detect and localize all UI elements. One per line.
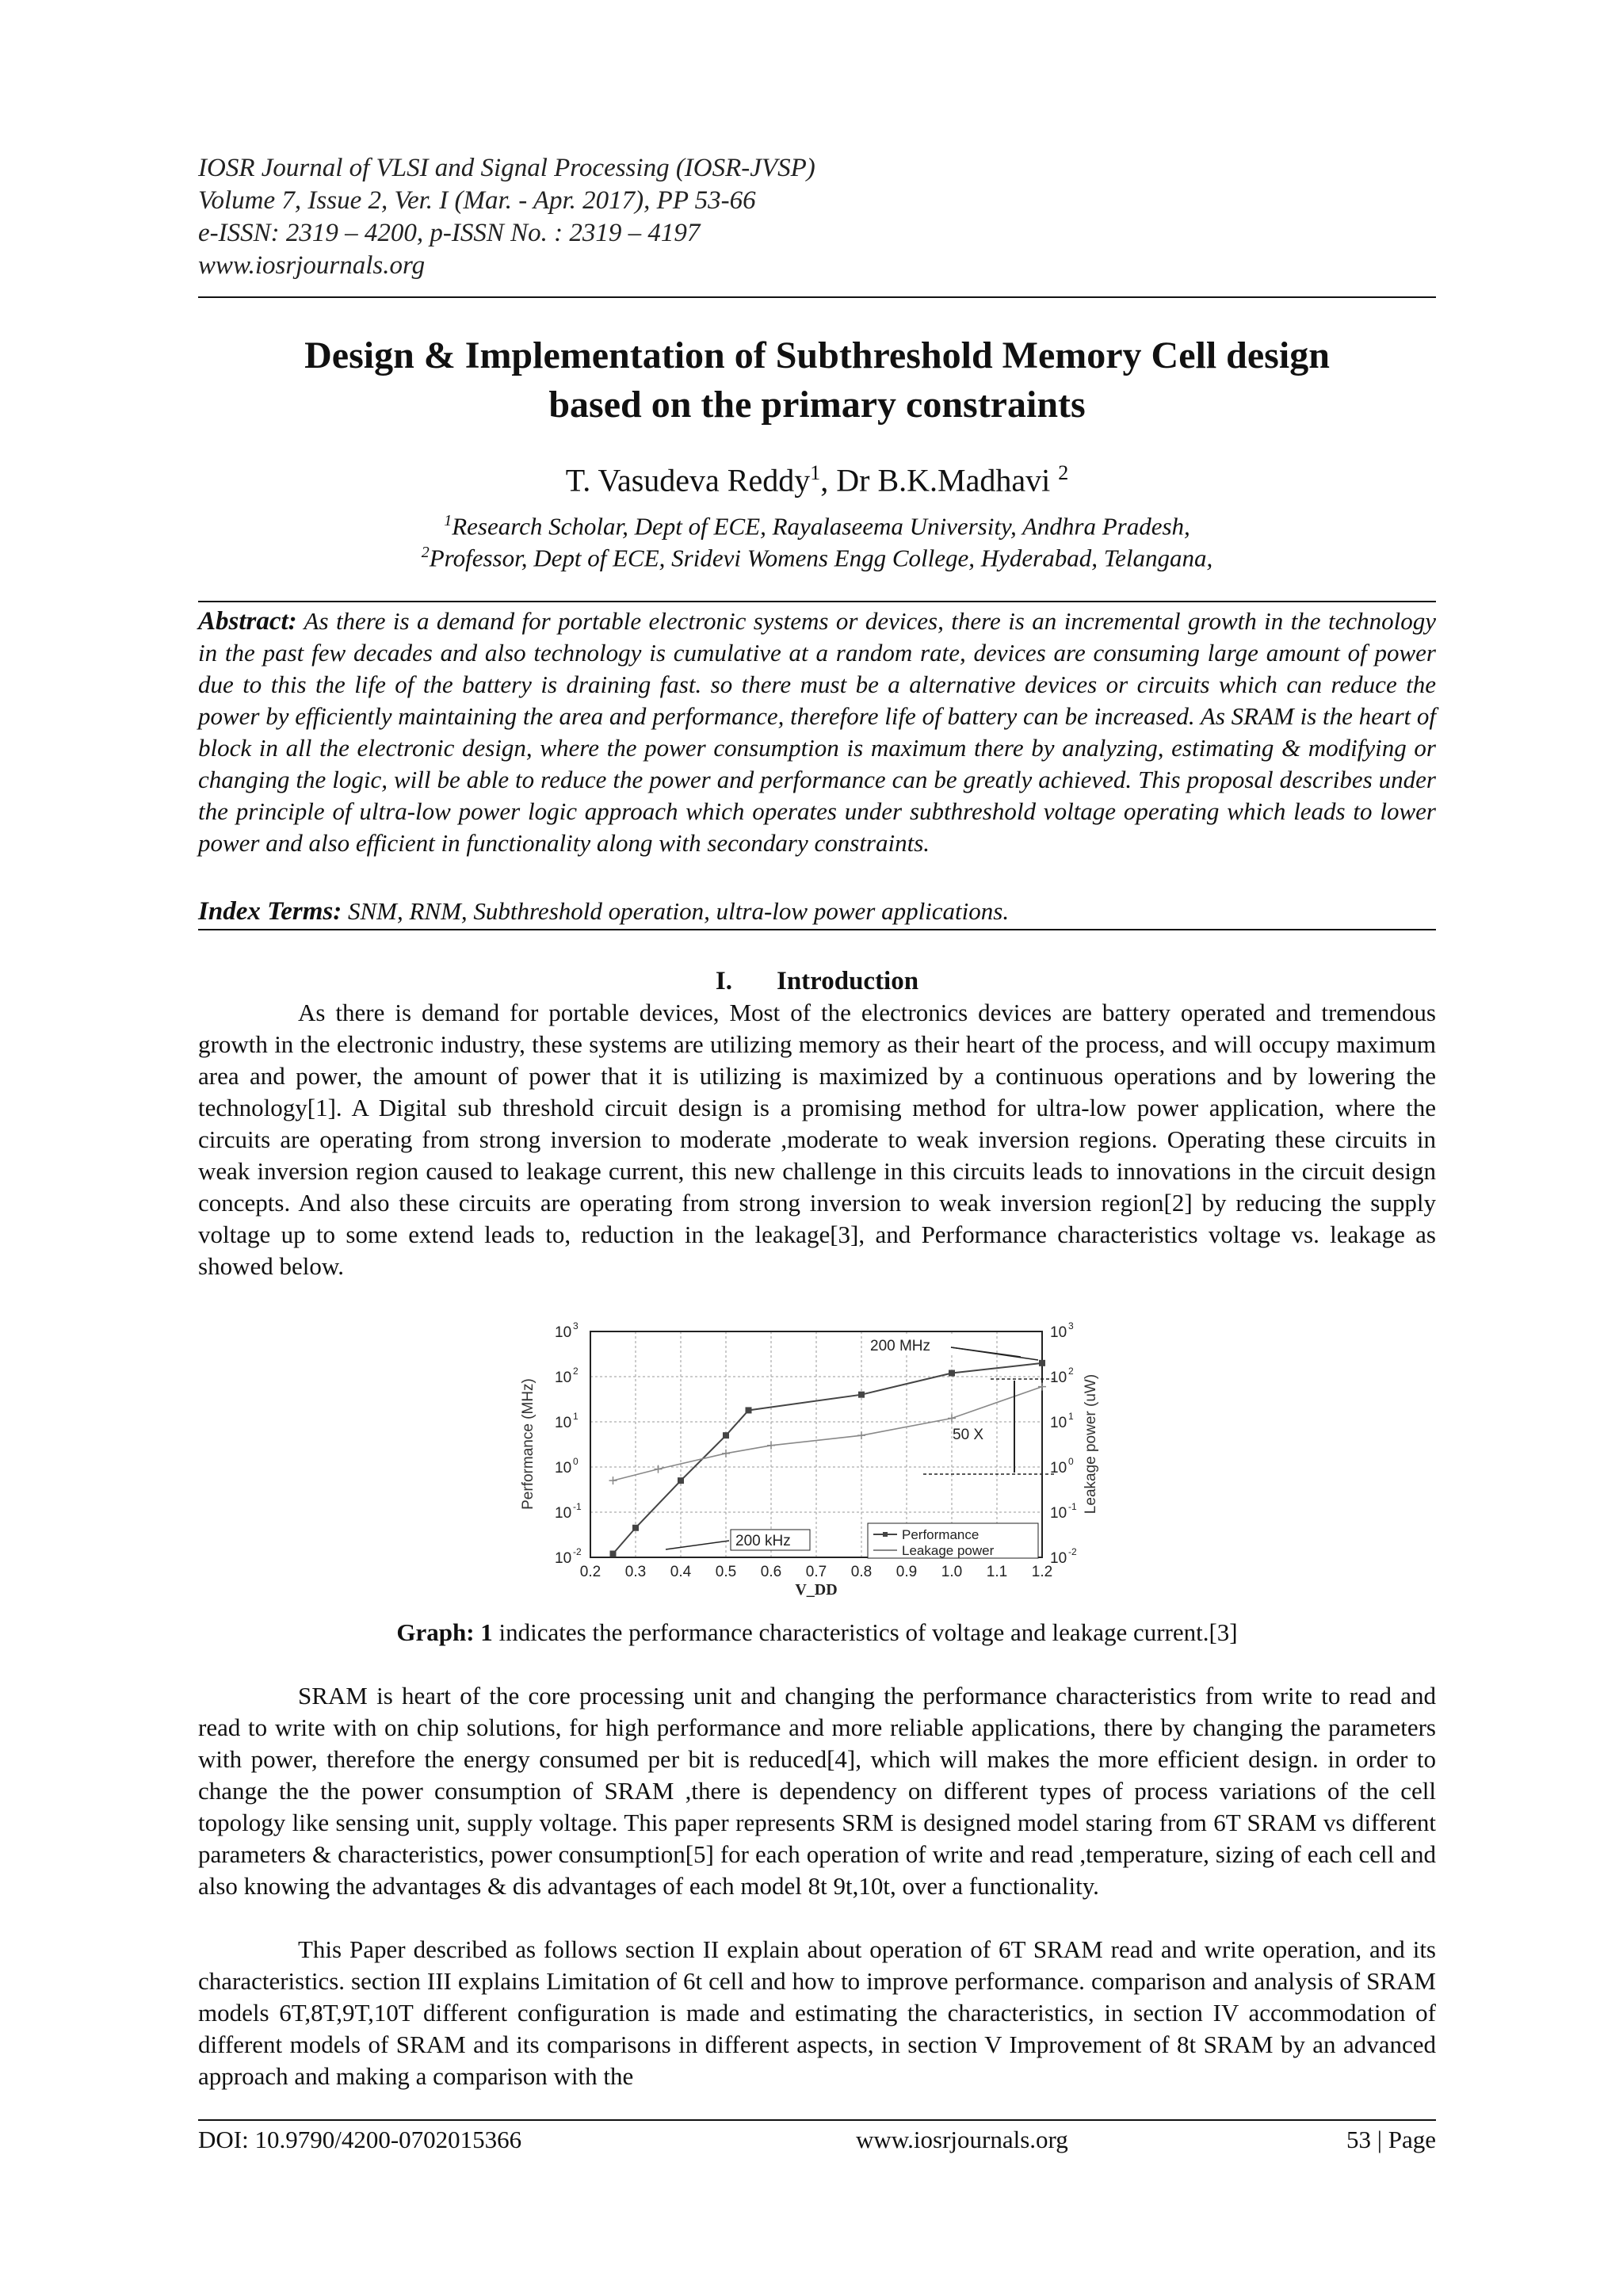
journal-website: www.iosrjournals.org [198, 251, 426, 280]
legend-performance-label: Performance [902, 1527, 980, 1542]
right-tick-exp-5: 3 [1068, 1320, 1074, 1331]
right-tick-label-5: 10 [1050, 1324, 1067, 1341]
caption-text: indicates the performance characteristics of voltage and leakage current.[3] [492, 1618, 1238, 1646]
right-tick-label-2: 10 [1050, 1460, 1067, 1477]
right-tick-label-3: 10 [1050, 1415, 1067, 1431]
index-terms [198, 896, 1436, 927]
right-tick-label-4: 10 [1050, 1370, 1067, 1386]
leakage-point-3 [767, 1442, 775, 1450]
legend-leakage-label: Leakage power [902, 1543, 995, 1558]
annotation-top: 200 MHz [870, 1338, 931, 1354]
paper-title [198, 331, 1436, 430]
x-axis-label: V_DD [795, 1581, 838, 1599]
footer-doi: DOI: 10.9790/4200-0702015366 [198, 2126, 522, 2153]
right-tick-label-1: 10 [1050, 1505, 1067, 1522]
leakage-point-6 [1038, 1383, 1046, 1391]
affiliation-2-sup: 2 [421, 544, 430, 561]
journal-volume: Volume 7, Issue 2, Ver. I (Mar. - Apr. 2017), PP 53-66 [198, 186, 756, 215]
performance-point-6 [949, 1370, 955, 1376]
annotation-group [666, 1335, 1054, 1550]
author-separator: , [820, 462, 837, 499]
annotation-top-arrow-2 [951, 1347, 1038, 1360]
author-2: Dr B.K.Madhavi [836, 462, 1059, 499]
annotation-ratio: 50 X [953, 1427, 984, 1443]
left-tick-label-4: 10 [555, 1370, 572, 1386]
right-tick-exp-0: -2 [1068, 1546, 1077, 1557]
affiliation-1-text: Research Scholar, Dept of ECE, Rayalaseema University, Andhra Pradesh, [452, 512, 1190, 541]
author-1: T. Vasudeva Reddy [565, 462, 811, 499]
section-title: Introduction [776, 967, 919, 995]
index-terms-label: Index Terms: [198, 897, 342, 926]
leakage-point-0 [609, 1477, 617, 1484]
x-tick-label-8: 1.0 [941, 1564, 963, 1580]
left-tick-label-2: 10 [555, 1460, 572, 1477]
x-tick-label-3: 0.5 [715, 1564, 737, 1580]
x-tick-label-2: 0.4 [670, 1564, 692, 1580]
left-tick-exp-0: -2 [573, 1546, 582, 1557]
journal-issn: e-ISSN: 2319 – 4200, p-ISSN No. : 2319 – 4197 [198, 219, 701, 247]
performance-point-5 [858, 1392, 865, 1398]
left-tick-label-1: 10 [555, 1505, 572, 1522]
abstract-text: As there is a demand for portable electronic systems or devices, there is an incremental growth in the technology in the past few decades and also technology is cumulative at a random rate, devices are consuming large amount of power due to this the life of the battery is draining fast. so there must be a alternative devices or circuits which can reduce the power by efficiently maintaining the area and performance, therefore life of battery can be increased. As SRAM is the heart of block in all the electronic design, where the power consumption is maximum there by analyzing, estimating & modifying or changing the logic, will be able to reduce the power and performance can be greatly achieved. This proposal describes under the principle of ultra-low power logic approach which operates under subthreshold voltage operating which leads to lower power and also efficient in functionality along with secondary constraints. [198, 607, 1436, 857]
title-line-2: based on the primary constraints [548, 384, 1086, 426]
left-tick-label-5: 10 [555, 1324, 572, 1341]
abstract-bottom-rule [198, 929, 1436, 930]
affiliation-2-text: Professor, Dept of ECE, Sridevi Womens Engg College, Hyderabad, Telangana, [429, 544, 1213, 572]
abstract [198, 606, 1436, 859]
leakage-point-2 [722, 1450, 730, 1457]
affiliation-1-sup: 1 [444, 512, 453, 529]
index-terms-text: SNM, RNM, Subthreshold operation, ultra-low power applications. [342, 897, 1010, 925]
affiliation-2 [198, 537, 1436, 574]
leakage-point-1 [655, 1465, 663, 1473]
x-axis-ticks [580, 1564, 1052, 1580]
abstract-top-rule [198, 601, 1436, 602]
journal-header [198, 152, 1442, 282]
intro-paragraph-2: SRAM is heart of the core processing unit and changing the performance characteristics from write to read and read to write with on chip solutions, for high performance and more reliable applications, there by changing the parameters with power, therefore the energy consumed per bit is reduced[4], which will makes the more efficient design. in order to change the the power consumption of SRAM ,there is dependency on different types of process variations of the cell topology like sensing unit, supply voltage. This paper represents SRM is designed model staring from 6T SRAM vs different parameters & characteristics, power consumption[5] for each operation of write and read ,temperature, sizing of each cell and also knowing the advantages & dis advantages of each model 8t 9t,10t, over a functionality. [198, 1682, 1436, 1900]
abstract-label: Abstract: [198, 607, 297, 636]
y2-axis-label: Leakage power (uW) [1083, 1373, 1099, 1515]
left-tick-label-0: 10 [555, 1550, 572, 1567]
journal-name: IOSR Journal of VLSI and Signal Processing (IOSR-JVSP) [198, 154, 815, 182]
footer-website: www.iosrjournals.org [856, 2126, 1068, 2153]
right-tick-label-0: 10 [1050, 1550, 1067, 1567]
left-tick-label-3: 10 [555, 1415, 572, 1431]
left-tick-exp-4: 2 [573, 1366, 579, 1377]
annotation-bottom: 200 kHz [735, 1533, 791, 1549]
performance-point-4 [746, 1407, 752, 1413]
footer-rule [198, 2119, 1436, 2121]
leakage-point-5 [948, 1414, 956, 1422]
annotation-bottom-arrow [666, 1541, 729, 1549]
x-tick-label-7: 0.9 [896, 1564, 918, 1580]
performance-point-3 [723, 1432, 729, 1438]
left-tick-exp-1: -1 [573, 1501, 582, 1512]
x-tick-label-5: 0.7 [805, 1564, 827, 1580]
performance-leakage-chart [515, 1316, 1117, 1601]
intro-paragraph-1: As there is demand for portable devices, Most of the electronics devices are battery operated and tremendous growth in the electronic industry, these systems are utilizing memory as their heart of the process, and will occupy maximum area and power, the amount of power that it is utilizing is maximized by a continuous operations and by lowering the technology[1]. A Digital sub threshold circuit design is a promising method for ultra-low power application, where the circuits are operating from strong inversion to moderate ,moderate to weak inversion regions. Operating these circuits in weak inversion region caused to leakage current, this new challenge in this circuits leads to innovations in the circuit design concepts. And also these circuits are operating from strong inversion to weak inversion region[2] by reducing the supply voltage up to some extend leads to, reduction in the leakage[3], and Performance characteristics voltage vs. leakage as showed below. [198, 999, 1436, 1280]
title-line-1: Design & Implementation of Subthreshold Memory Cell design [304, 334, 1330, 376]
performance-point-7 [1039, 1360, 1045, 1366]
performance-point-1 [632, 1525, 639, 1531]
legend-performance-marker [883, 1532, 888, 1537]
author-2-sup: 2 [1058, 461, 1069, 484]
author-1-sup: 1 [810, 461, 821, 484]
y-axis-label: Performance (MHz) [520, 1378, 537, 1510]
performance-point-0 [610, 1550, 617, 1557]
leakage-point-4 [857, 1431, 865, 1439]
chart-legend [868, 1523, 1038, 1558]
intro-paragraph-3: This Paper described as follows section II explain about operation of 6T SRAM read and write operation, and its characteristics. section III explains Limitation of 6t cell and how to improve performance. comparison and analysis of SRAM models 6T,8T,9T,10T different configuration is made and estimating the characteristics, in section IV accommodation of different models of SRAM and its comparisons in different aspects, in section V Improvement of 8t SRAM by an advanced approach and making a comparison with the [198, 1935, 1436, 2090]
section-number: I. [715, 967, 732, 995]
x-tick-label-9: 1.1 [986, 1564, 1008, 1580]
x-tick-label-6: 0.8 [850, 1564, 873, 1580]
right-tick-exp-4: 2 [1068, 1366, 1074, 1377]
caption-label: Graph: 1 [396, 1618, 493, 1646]
x-tick-label-10: 1.2 [1031, 1564, 1053, 1580]
right-axis-ticks [1050, 1320, 1077, 1567]
left-axis-ticks [555, 1320, 582, 1567]
header-rule [198, 296, 1436, 298]
right-tick-exp-3: 1 [1068, 1411, 1074, 1422]
left-tick-exp-5: 3 [573, 1320, 579, 1331]
left-tick-exp-2: 0 [573, 1456, 579, 1467]
figure-caption [198, 1617, 1436, 1648]
x-tick-label-4: 0.6 [760, 1564, 782, 1580]
x-tick-label-1: 0.3 [624, 1564, 647, 1580]
author-list [198, 454, 1436, 499]
x-tick-label-0: 0.2 [579, 1564, 601, 1580]
right-tick-exp-2: 0 [1068, 1456, 1074, 1467]
performance-point-2 [678, 1477, 684, 1484]
right-tick-exp-1: -1 [1068, 1501, 1077, 1512]
footer-page: 53 | Page [1346, 2126, 1436, 2153]
section-heading [198, 965, 1436, 997]
left-tick-exp-3: 1 [573, 1411, 579, 1422]
